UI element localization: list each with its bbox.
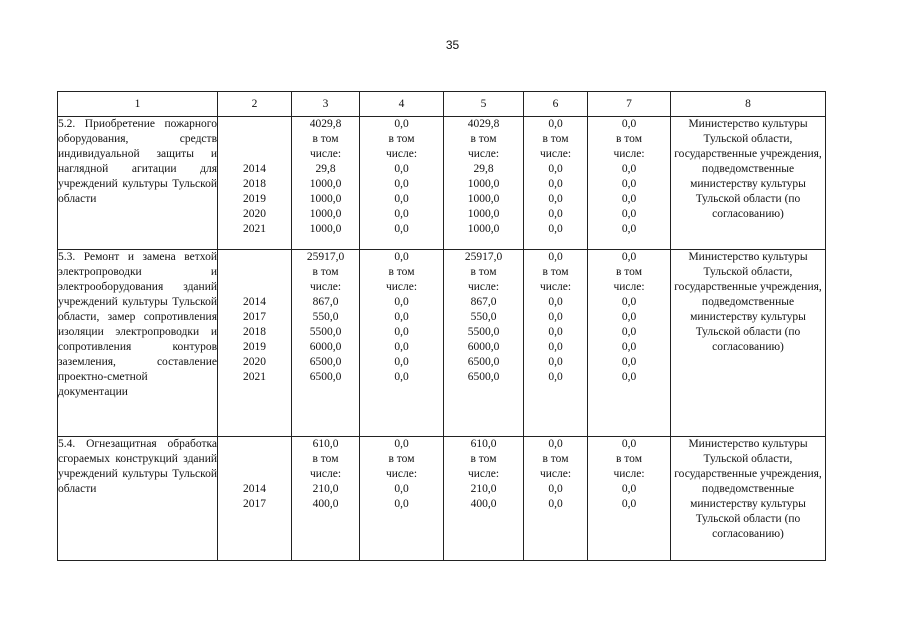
cell-value: 29,8 — [315, 163, 336, 175]
years-cell — [218, 250, 292, 437]
cell-value: в том — [470, 133, 497, 145]
years-cell — [218, 117, 292, 250]
cell-value: 0,0 — [394, 341, 409, 353]
total-cell — [292, 117, 360, 250]
cell-value — [218, 132, 291, 147]
cell-value: 0,0 — [621, 193, 637, 205]
cell-value: 0,0 — [548, 193, 563, 205]
cell-value: в том — [312, 133, 339, 145]
cell-value: 0,0 — [548, 438, 563, 450]
cell-value: в том — [470, 266, 497, 278]
cell-value: в том — [312, 266, 339, 278]
executor-cell: Министерство культуры Тульской области, государственные учреждения, подведомственные министерству культуры Тульской области (по согласованию) — [671, 117, 826, 250]
cell-value: 4029,8 — [309, 118, 342, 130]
federal-cell — [360, 250, 444, 437]
header-cell: 8 — [671, 92, 826, 117]
cell-value: 1000,0 — [309, 208, 342, 220]
cell-value: в том — [542, 133, 569, 145]
cell-value: 0,0 — [394, 296, 409, 308]
cell-value: 1000,0 — [309, 193, 342, 205]
federal-cell — [360, 437, 444, 561]
cell-value — [218, 437, 291, 452]
other-cell — [588, 250, 671, 437]
header-cell: 3 — [292, 92, 360, 117]
cell-value: 0,0 — [394, 356, 409, 368]
cell-value: 0,0 — [621, 438, 637, 450]
cell-value: в том — [616, 133, 642, 145]
cell-value: 0,0 — [621, 498, 637, 510]
cell-value: 1000,0 — [467, 208, 500, 220]
cell-value: числе: — [385, 281, 418, 293]
measure-name: 5.3. Ремонт и замена ветхой электропроводки и электрооборудования зданий учреждений культуры Тульской области, замер сопротивления изоляции электропроводки и сопротивления контуров заземления, составление проектно-сметной документации — [58, 250, 218, 437]
cell-value — [218, 117, 291, 132]
cell-value: 867,0 — [312, 296, 339, 308]
cell-value: 0,0 — [548, 341, 563, 353]
cell-value: 0,0 — [548, 118, 563, 130]
cell-value: числе: — [613, 281, 645, 293]
cell-value: в том — [388, 453, 415, 465]
table-row — [58, 250, 826, 437]
local-cell — [524, 437, 588, 561]
measure-name: 5.2. Приобретение пожарного оборудования, средств индивидуальной защиты и наглядной агитации для учреждений культуры Тульской области — [58, 117, 218, 250]
other-cell — [588, 437, 671, 561]
federal-cell — [360, 117, 444, 250]
cell-value: 2019 — [243, 341, 266, 353]
cell-value: 0,0 — [621, 483, 637, 495]
cell-value: 1000,0 — [467, 193, 500, 205]
cell-value: 0,0 — [621, 311, 637, 323]
cell-value: 29,8 — [473, 163, 494, 175]
cell-value — [218, 250, 291, 265]
cell-value: 0,0 — [394, 193, 409, 205]
cell-value: 2021 — [243, 371, 266, 383]
executor-cell: Министерство культуры Тульской области, государственные учреждения, подведомственные министерству культуры Тульской области (по согласованию) — [671, 437, 826, 561]
program-table — [57, 91, 826, 561]
cell-value: 0,0 — [621, 296, 637, 308]
years-cell — [218, 437, 292, 561]
cell-value: 0,0 — [548, 178, 563, 190]
cell-value: числе: — [385, 148, 418, 160]
cell-value: 6500,0 — [309, 356, 342, 368]
cell-value — [218, 265, 291, 280]
cell-value: 0,0 — [548, 356, 563, 368]
cell-value: 210,0 — [470, 483, 497, 495]
cell-value: 0,0 — [621, 208, 637, 220]
cell-value: 6500,0 — [309, 371, 342, 383]
other-cell — [588, 117, 671, 250]
cell-value: 0,0 — [621, 251, 637, 263]
cell-value: в том — [388, 266, 415, 278]
cell-value: числе: — [467, 148, 500, 160]
cell-value: числе: — [539, 148, 572, 160]
local-cell — [524, 250, 588, 437]
cell-value: 2017 — [243, 311, 266, 323]
cell-value: числе: — [309, 281, 342, 293]
cell-value — [218, 280, 291, 295]
table-row — [58, 437, 826, 561]
header-cell: 6 — [524, 92, 588, 117]
cell-value: числе: — [467, 281, 500, 293]
cell-value: 0,0 — [548, 163, 563, 175]
cell-value: числе: — [309, 468, 342, 480]
cell-value: 0,0 — [394, 326, 409, 338]
cell-value — [218, 147, 291, 162]
cell-value: 5500,0 — [467, 326, 500, 338]
cell-value: 25917,0 — [464, 251, 503, 263]
cell-value: 0,0 — [621, 341, 637, 353]
executor-cell: Министерство культуры Тульской области, государственные учреждения, подведомственные министерству культуры Тульской области (по согласованию) — [671, 250, 826, 437]
cell-value: 0,0 — [394, 371, 409, 383]
total-cell — [292, 250, 360, 437]
cell-value: 0,0 — [621, 163, 637, 175]
header-row — [58, 92, 826, 117]
cell-value: 0,0 — [548, 296, 563, 308]
header-cell: 4 — [360, 92, 444, 117]
cell-value: 400,0 — [470, 498, 497, 510]
cell-value: 0,0 — [621, 223, 637, 235]
cell-value: 1000,0 — [309, 223, 342, 235]
cell-value: 0,0 — [548, 483, 563, 495]
cell-value: в том — [470, 453, 497, 465]
cell-value: 2020 — [243, 208, 266, 220]
cell-value: числе: — [467, 468, 500, 480]
regional-cell — [444, 250, 524, 437]
cell-value — [218, 452, 291, 467]
page-number: 35 — [445, 38, 460, 52]
cell-value: 0,0 — [394, 251, 409, 263]
cell-value: 2021 — [243, 223, 266, 235]
cell-value: 0,0 — [394, 438, 409, 450]
cell-value: 0,0 — [394, 178, 409, 190]
cell-value: 0,0 — [548, 498, 563, 510]
cell-value: 0,0 — [394, 311, 409, 323]
cell-value: 1000,0 — [309, 178, 342, 190]
cell-value: 2014 — [243, 296, 266, 308]
measure-name: 5.4. Огнезащитная обработка сгораемых конструкций зданий учреждений культуры Тульской области — [58, 437, 218, 561]
cell-value: 2014 — [243, 483, 266, 495]
table-row — [58, 117, 826, 250]
cell-value: 1000,0 — [467, 178, 500, 190]
cell-value: 550,0 — [470, 311, 497, 323]
total-cell — [292, 437, 360, 561]
cell-value: 0,0 — [548, 371, 563, 383]
regional-cell — [444, 117, 524, 250]
cell-value: 0,0 — [621, 371, 637, 383]
cell-value: 0,0 — [394, 118, 409, 130]
cell-value: в том — [388, 133, 415, 145]
header-cell: 5 — [444, 92, 524, 117]
cell-value: 1000,0 — [467, 223, 500, 235]
cell-value: 0,0 — [548, 311, 563, 323]
cell-value: числе: — [613, 148, 645, 160]
cell-value: 400,0 — [312, 498, 339, 510]
cell-value: 2020 — [243, 356, 266, 368]
cell-value: в том — [616, 453, 642, 465]
cell-value: 25917,0 — [306, 251, 345, 263]
cell-value: 0,0 — [548, 208, 563, 220]
cell-value: числе: — [309, 148, 342, 160]
cell-value: 6500,0 — [467, 371, 500, 383]
cell-value: 610,0 — [312, 438, 339, 450]
cell-value: в том — [312, 453, 339, 465]
cell-value: в том — [616, 266, 642, 278]
cell-value: числе: — [613, 468, 645, 480]
header-cell: 7 — [588, 92, 671, 117]
cell-value: 6500,0 — [467, 356, 500, 368]
cell-value: 0,0 — [394, 498, 409, 510]
cell-value: 0,0 — [394, 223, 409, 235]
cell-value: 550,0 — [312, 311, 339, 323]
cell-value: в том — [542, 266, 569, 278]
header-cell: 1 — [58, 92, 218, 117]
cell-value: числе: — [539, 468, 572, 480]
cell-value: 0,0 — [621, 118, 637, 130]
cell-value: 0,0 — [548, 326, 563, 338]
cell-value: 2019 — [243, 193, 266, 205]
cell-value: 0,0 — [394, 208, 409, 220]
cell-value: числе: — [539, 281, 572, 293]
cell-value: 2018 — [243, 178, 266, 190]
cell-value: 5500,0 — [309, 326, 342, 338]
cell-value — [218, 467, 291, 482]
cell-value: 210,0 — [312, 483, 339, 495]
cell-value: 6000,0 — [467, 341, 500, 353]
cell-value: числе: — [385, 468, 418, 480]
cell-value: 0,0 — [548, 223, 563, 235]
cell-value: 0,0 — [621, 178, 637, 190]
cell-value: 610,0 — [470, 438, 497, 450]
local-cell — [524, 117, 588, 250]
cell-value: 2014 — [243, 163, 266, 175]
cell-value: 0,0 — [621, 356, 637, 368]
cell-value: 2018 — [243, 326, 266, 338]
regional-cell — [444, 437, 524, 561]
cell-value: 867,0 — [470, 296, 497, 308]
cell-value: 4029,8 — [467, 118, 500, 130]
cell-value: 0,0 — [394, 163, 409, 175]
cell-value: в том — [542, 453, 569, 465]
header-cell: 2 — [218, 92, 292, 117]
cell-value: 6000,0 — [309, 341, 342, 353]
cell-value: 2017 — [243, 498, 266, 510]
cell-value: 0,0 — [394, 483, 409, 495]
cell-value: 0,0 — [621, 326, 637, 338]
cell-value: 0,0 — [548, 251, 563, 263]
